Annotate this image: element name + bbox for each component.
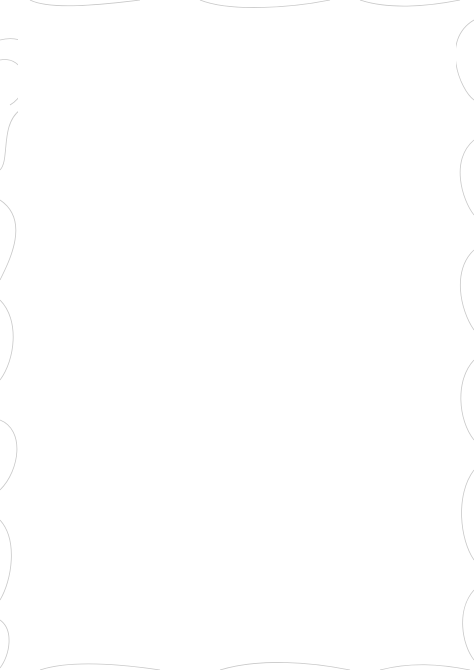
page-sheet bbox=[18, 18, 456, 652]
